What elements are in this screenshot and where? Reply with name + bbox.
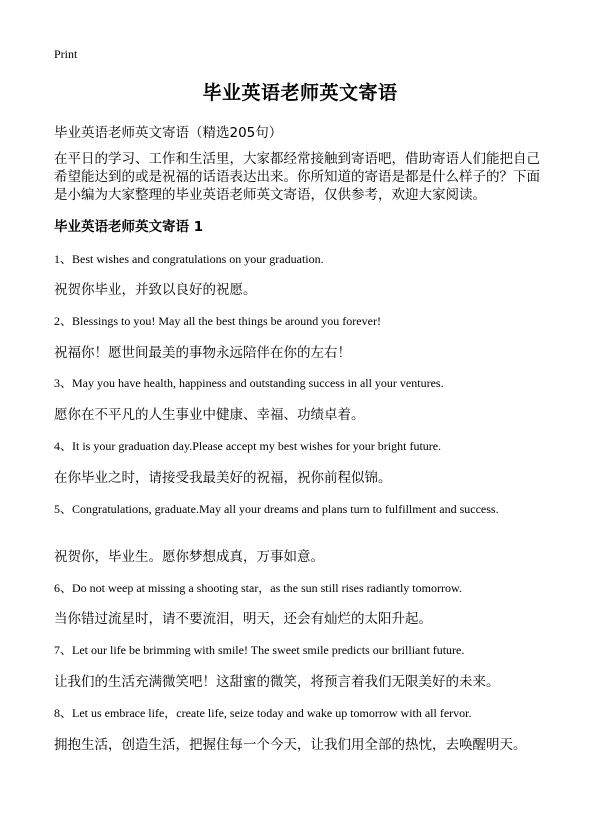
print-link[interactable]: Print bbox=[54, 47, 78, 61]
document-title: 毕业英语老师英文寄语 bbox=[202, 82, 398, 104]
wish-chinese-6: 当你错过流星时，请不要流泪，明天，还会有灿烂的太阳升起。 bbox=[54, 611, 432, 627]
wish-chinese-3: 愿你在不平凡的人生事业中健康、幸福、功绩卓着。 bbox=[54, 407, 365, 423]
wish-chinese-2: 祝福你！愿世间最美的事物永远陪伴在你的左右！ bbox=[54, 345, 351, 361]
wish-english-8: 8、Let us embrace life，create life, seize today and wake up tomorrow with all fervor. bbox=[54, 706, 472, 720]
wish-english-1: 1、Best wishes and congratulations on your graduation. bbox=[54, 252, 324, 266]
wish-english-7: 7、Let our life be brimming with smile! The sweet smile predicts our brilliant future. bbox=[54, 643, 465, 657]
wish-chinese-4: 在你毕业之时，请接受我最美好的祝福，祝你前程似锦。 bbox=[54, 470, 392, 486]
document-subtitle: 毕业英语老师英文寄语（精选205句） bbox=[54, 125, 283, 141]
wish-english-5: 5、Congratulations, graduate.May all your dreams and plans turn to fulfillment and success. bbox=[54, 502, 499, 516]
wish-english-3: 3、May you have health, happiness and outstanding success in all your ventures. bbox=[54, 376, 444, 390]
wish-english-6: 6、Do not weep at missing a shooting star，as the sun still rises radiantly tomorrow. bbox=[54, 581, 462, 595]
wish-english-4: 4、It is your graduation day.Please accept my best wishes for your bright future. bbox=[54, 439, 442, 453]
intro-paragraph: 在平日的学习、工作和生活里，大家都经常接触到寄语吧，借助寄语人们能把自己希望能达到的或是祝福的话语表达出来。你所知道的寄语是都是什么样子的？下面是小编为大家整理的毕业英语老师英文寄语，仅供参考，欢迎大家阅读。 bbox=[54, 151, 540, 203]
wish-chinese-8: 拥抱生活，创造生活，把握住每一个今天，让我们用全部的热忱，去唤醒明天。 bbox=[54, 737, 527, 753]
wish-chinese-5: 祝贺你，毕业生。愿你梦想成真，万事如意。 bbox=[54, 549, 324, 565]
section-heading: 毕业英语老师英文寄语 1 bbox=[54, 219, 204, 235]
wish-chinese-1: 祝贺你毕业，并致以良好的祝愿。 bbox=[54, 282, 257, 298]
wish-chinese-7: 让我们的生活充满微笑吧！这甜蜜的微笑，将预言着我们无限美好的未来。 bbox=[54, 674, 500, 690]
wish-english-2: 2、Blessings to you! May all the best things be around you forever! bbox=[54, 314, 381, 328]
